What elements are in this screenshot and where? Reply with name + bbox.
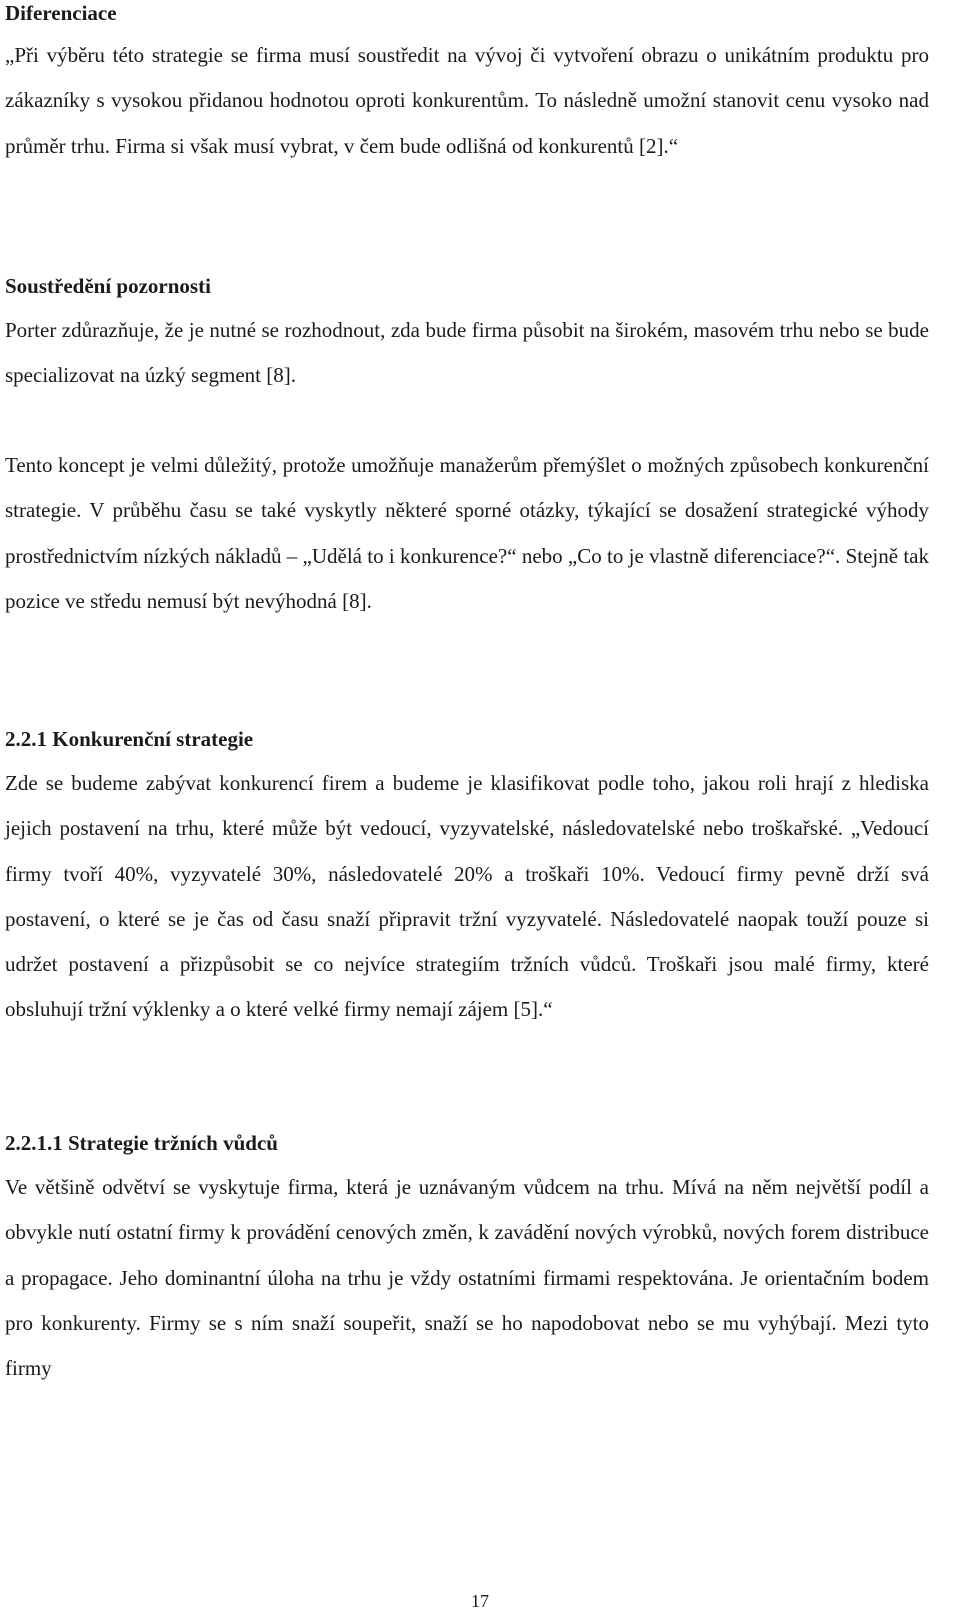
heading-soustredeni-pozornosti: Soustředění pozornosti bbox=[5, 274, 211, 298]
paragraph-soustredeni-2: Tento koncept je velmi důležitý, protože umožňuje manažerům přemýšlet o možných způsobech konkurenční strategie. V průběhu času se také vyskytly některé sporné otázky, týkající se dosažení strategické výhody prostřednictvím nízkých nákladů – „Udělá to i konkurence?“ nebo „Co to je vlastně diferenciace?“. Stejně tak pozice ve středu nemusí být nevýhodná [8]. bbox=[5, 453, 929, 613]
paragraph-strategie-trznich-vudcu: Ve většině odvětví se vyskytuje firma, která je uznávaným vůdcem na trhu. Mívá na něm největší podíl a obvykle nutí ostatní firmy k provádění cenových změn, k zavádění nových výrobků, nových forem distribuce a propagace. Jeho dominantní úloha na trhu je vždy ostatními firmami respektována. Je orientačním bodem pro konkurenty. Firmy se s ním snaží soupeřit, snaží se ho napodobovat nebo se mu vyhýbají. Mezi tyto firmy bbox=[5, 1175, 929, 1381]
page-number: 17 bbox=[471, 1591, 489, 1611]
heading-strategie-trznich-vudcu: 2.2.1.1 Strategie tržních vůdců bbox=[5, 1131, 278, 1155]
heading-konkurencni-strategie: 2.2.1 Konkurenční strategie bbox=[5, 727, 254, 751]
paragraph-diferenciace: „Při výběru této strategie se firma musí soustředit na vývoj či vytvoření obrazu o unikátním produktu pro zákazníky s vysokou přidanou hodnotou oproti konkurentům. To následně umožní stanovit cenu vysoko nad průměr trhu. Firma si však musí vybrat, v čem bude odlišná od konkurentů [2].“ bbox=[5, 43, 929, 158]
heading-diferenciace: Diferenciace bbox=[5, 1, 117, 25]
paragraph-soustredeni-1: Porter zdůrazňuje, že je nutné se rozhodnout, zda bude firma působit na širokém, masovém trhu nebo se bude specializovat na úzký segment [8]. bbox=[5, 318, 929, 388]
paragraph-konkurencni-strategie: Zde se budeme zabývat konkurencí firem a budeme je klasifikovat podle toho, jakou roli hrají z hlediska jejich postavení na trhu, které může být vedoucí, vyzyvatelské, následovatelské nebo troškařské. „Vedoucí firmy tvoří 40%, vyzyvatelé 30%, následovatelé 20% a troškaři 10%. Vedoucí firmy pevně drží svá postavení, o které se je čas od času snaží připravit tržní vyzyvatelé. Následovatelé naopak touží pouze si udržet postavení a přizpůsobit se co nejvíce strategiím tržních vůdců. Troškaři jsou malé firmy, které obsluhují tržní výklenky a o které velké firmy nemají zájem [5].“ bbox=[5, 771, 929, 1022]
